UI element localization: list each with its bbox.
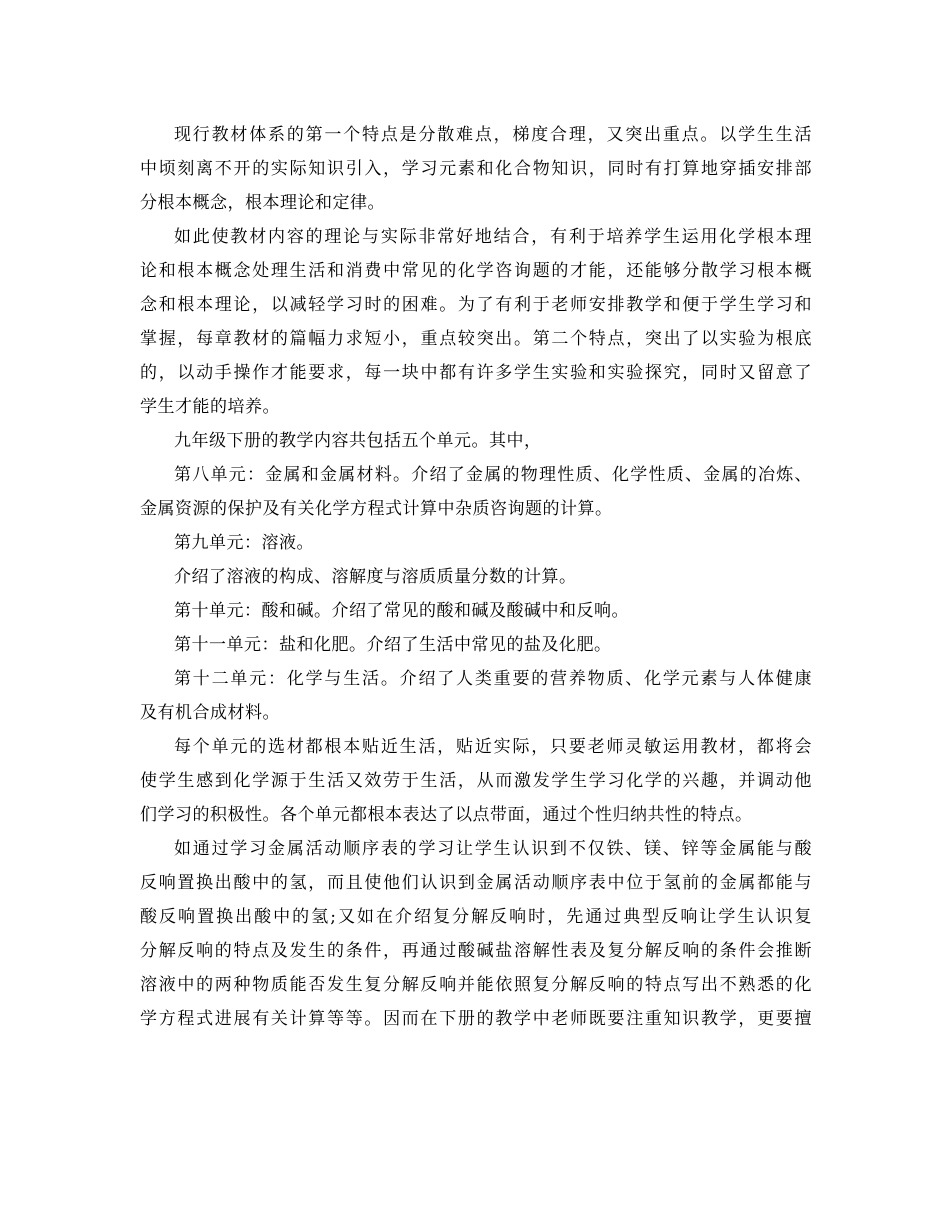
text-line: 及有机合成材料。 [140, 703, 280, 723]
text-line: 分根本概念，根本理论和定律。 [140, 193, 385, 213]
text-line: 第十单元：酸和碱。介绍了常见的酸和碱及酸碱中和反响。 [174, 601, 629, 621]
text-line: 学生才能的培养。 [140, 397, 280, 417]
text-line: 九年级下册的教学内容共包括五个单元。其中， [174, 431, 542, 451]
text-line: 第八单元：金属和金属材料。介绍了金属的物理性质、化学性质、金属的冶炼、 [174, 465, 812, 485]
text-line: 如此使教材内容的理论与实际非常好地结合，有利于培养学生运用化学根本理 [174, 227, 812, 247]
text-line: 第十二单元：化学与生活。介绍了人类重要的营养物质、化学元素与人体健康 [174, 669, 812, 689]
text-line: 分解反响的特点及发生的条件，再通过酸碱盐溶解性表及复分解反响的条件会推断 [140, 941, 812, 961]
text-line: 现行教材体系的第一个特点是分散难点，梯度合理，又突出重点。以学生生活 [174, 125, 812, 145]
text-line: 第十一单元：盐和化肥。介绍了生活中常见的盐及化肥。 [174, 635, 612, 655]
text-line: 的，以动手操作才能要求，每一块中都有许多学生实验和实验探究，同时又留意了 [140, 363, 812, 383]
text-line: 如通过学习金属活动顺序表的学习让学生认识到不仅铁、镁、锌等金属能与酸 [174, 839, 812, 859]
text-line: 学方程式进展有关计算等等。因而在下册的教学中老师既要注重知识教学，更要擅 [140, 1009, 812, 1029]
text-line: 金属资源的保护及有关化学方程式计算中杂质咨询题的计算。 [140, 499, 613, 519]
text-line: 介绍了溶液的构成、溶解度与溶质质量分数的计算。 [174, 567, 577, 587]
text-line: 第九单元：溶液。 [174, 533, 314, 553]
body-text [140, 118, 812, 1036]
text-line: 使学生感到化学源于生活又效劳于生活，从而激发学生学习化学的兴趣，并调动他 [140, 771, 812, 791]
text-line: 中顷刻离不开的实际知识引入，学习元素和化合物知识，同时有打算地穿插安排部 [140, 159, 812, 179]
text-line: 酸反响置换出酸中的氢;又如在介绍复分解反响时，先通过典型反响让学生认识复 [140, 907, 812, 927]
text-line: 溶液中的两种物质能否发生复分解反响并能依照复分解反响的特点写出不熟悉的化 [140, 975, 812, 995]
text-line: 掌握，每章教材的篇幅力求短小，重点较突出。第二个特点，突出了以实验为根底 [140, 329, 812, 349]
text-line: 念和根本理论，以减轻学习时的困难。为了有利于老师安排教学和便于学生学习和 [140, 295, 812, 315]
text-line: 们学习的积极性。各个单元都根本表达了以点带面，通过个性归纳共性的特点。 [140, 805, 753, 825]
text-line: 每个单元的选材都根本贴近生活，贴近实际，只要老师灵敏运用教材，都将会 [174, 737, 812, 757]
text-line: 论和根本概念处理生活和消费中常见的化学咨询题的才能，还能够分散学习根本概 [140, 261, 812, 281]
text-line: 反响置换出酸中的氢，而且使他们认识到金属活动顺序表中位于氢前的金属都能与 [140, 873, 812, 893]
